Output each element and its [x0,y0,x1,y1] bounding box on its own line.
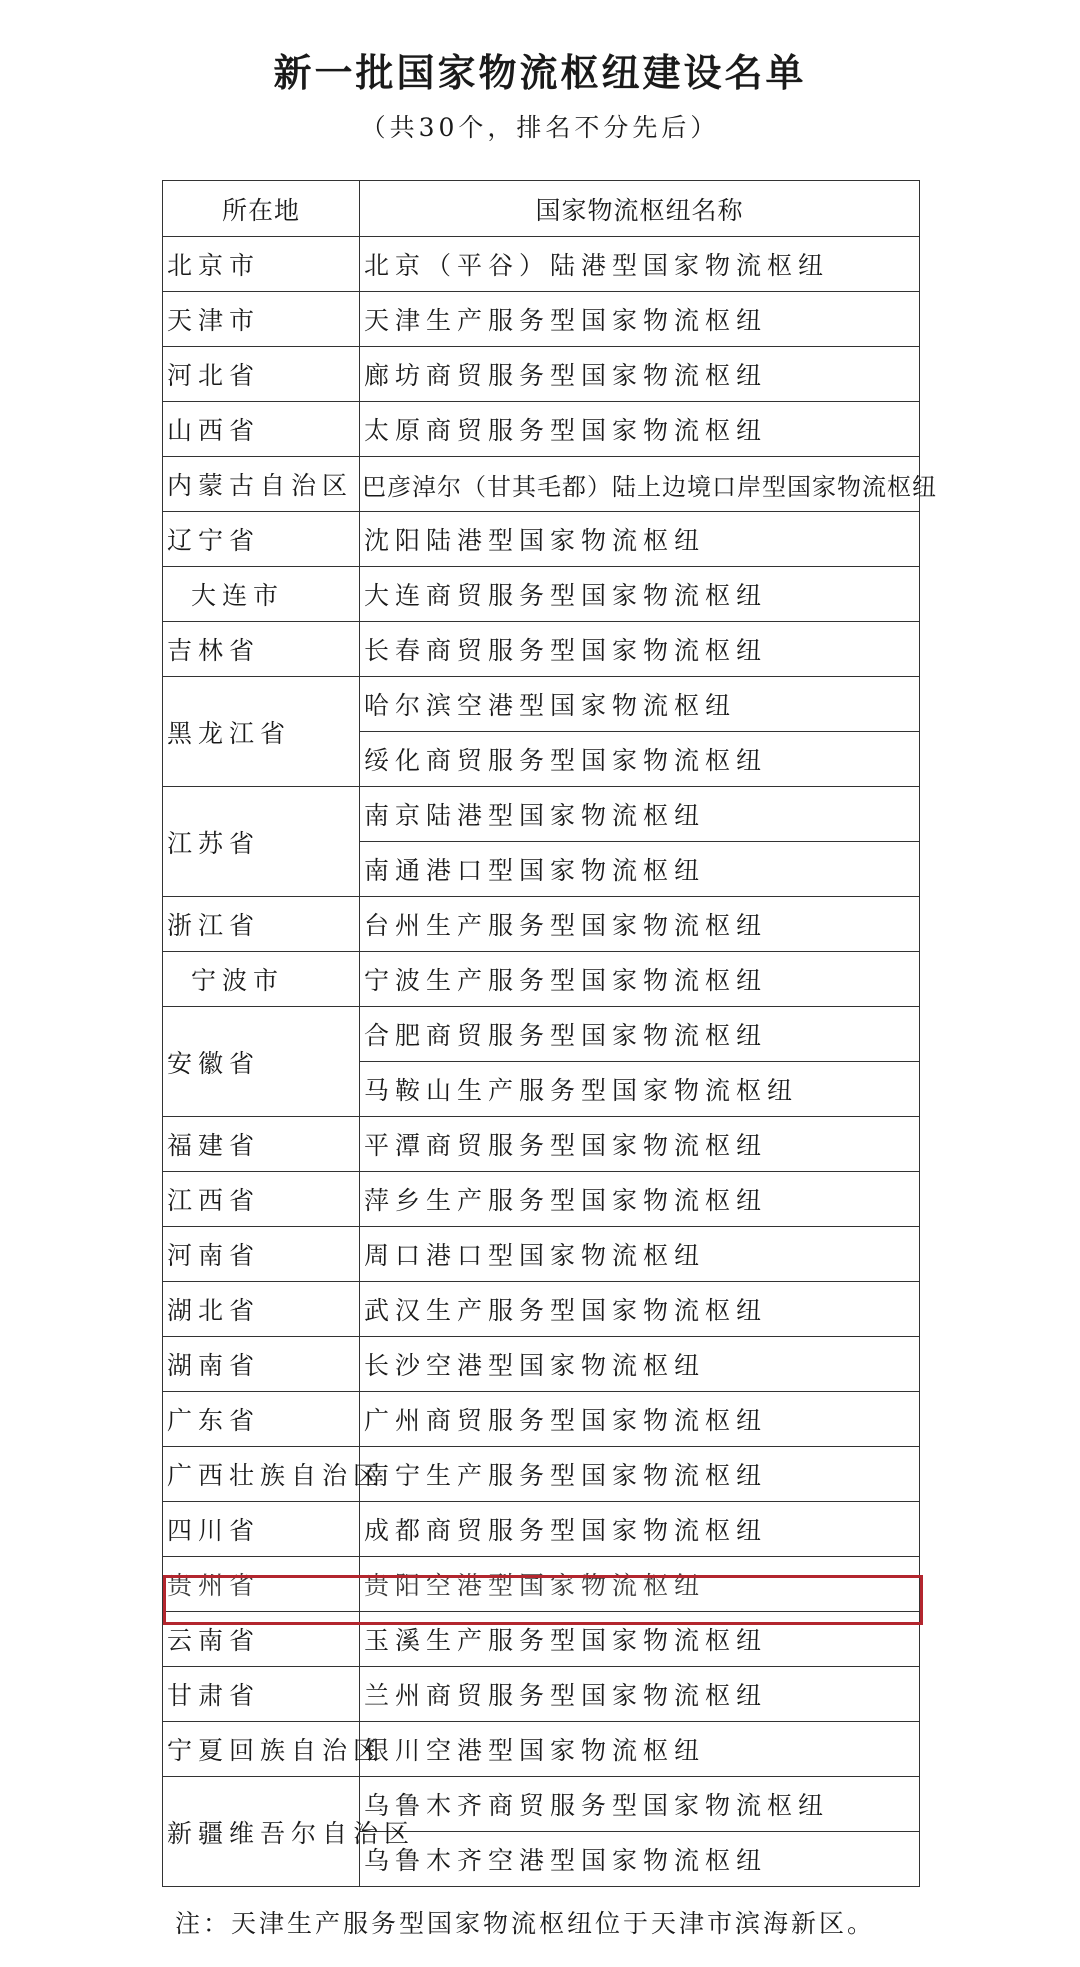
location-cell: 天津市 [163,292,360,347]
location-cell: 新疆维吾尔自治区 [163,1777,360,1887]
table-row [163,1117,920,1172]
hub-name-cell: 贵阳空港型国家物流枢纽 [360,1557,920,1612]
table-row [163,512,920,567]
hub-name-cell: 哈尔滨空港型国家物流枢纽 [360,677,920,732]
location-cell: 河南省 [163,1227,360,1282]
hub-name-cell: 成都商贸服务型国家物流枢纽 [360,1502,920,1557]
hub-name-cell: 合肥商贸服务型国家物流枢纽 [360,1007,920,1062]
hub-name-cell: 南京陆港型国家物流枢纽 [360,787,920,842]
location-cell: 广西壮族自治区 [163,1447,360,1502]
location-cell: 贵州省 [163,1557,360,1612]
location-cell: 北京市 [163,237,360,292]
hub-name-cell: 太原商贸服务型国家物流枢纽 [360,402,920,457]
page-title: 新一批国家物流枢纽建设名单 [273,50,807,95]
table-row [163,292,920,347]
location-cell: 辽宁省 [163,512,360,567]
location-cell: 湖北省 [163,1282,360,1337]
location-cell: 安徽省 [163,1007,360,1117]
table-row [163,952,920,1007]
hub-name-cell: 马鞍山生产服务型国家物流枢纽 [360,1062,920,1117]
location-cell: 大连市 [163,567,360,622]
location-cell: 黑龙江省 [163,677,360,787]
table-header-row [163,181,920,237]
location-cell: 宁夏回族自治区 [163,1722,360,1777]
table-row [163,1612,920,1667]
table-row [163,1557,920,1612]
location-cell: 河北省 [163,347,360,402]
location-cell: 四川省 [163,1502,360,1557]
hub-name-cell: 宁波生产服务型国家物流枢纽 [360,952,920,1007]
hub-list-table [162,180,937,1887]
hub-name-cell: 乌鲁木齐商贸服务型国家物流枢纽 [360,1777,920,1832]
location-cell: 福建省 [163,1117,360,1172]
hub-name-cell: 武汉生产服务型国家物流枢纽 [360,1282,920,1337]
location-cell: 甘肃省 [163,1667,360,1722]
table-row [163,1502,920,1557]
table-row [163,1337,920,1392]
table-row [163,897,920,952]
table-row [163,347,920,402]
location-cell: 浙江省 [163,897,360,952]
table-row [163,1392,920,1447]
hub-name-cell: 长沙空港型国家物流枢纽 [360,1337,920,1392]
table-row [163,1667,920,1722]
table-body [163,237,937,1887]
hub-name-cell: 南宁生产服务型国家物流枢纽 [360,1447,920,1502]
table-row [163,1722,920,1777]
hub-name-cell: 廊坊商贸服务型国家物流枢纽 [360,347,920,402]
table-row [163,1777,920,1832]
hub-name-cell: 天津生产服务型国家物流枢纽 [360,292,920,347]
location-cell: 广东省 [163,1392,360,1447]
table-row [163,567,920,622]
hub-name-cell: 兰州商贸服务型国家物流枢纽 [360,1667,920,1722]
location-cell: 宁波市 [163,952,360,1007]
hub-name-cell: 乌鲁木齐空港型国家物流枢纽 [360,1832,920,1887]
table-row [163,1172,920,1227]
table-row [163,677,920,732]
location-cell: 云南省 [163,1612,360,1667]
hub-name-cell: 大连商贸服务型国家物流枢纽 [360,567,920,622]
table-row [163,787,920,842]
hub-name-cell: 长春商贸服务型国家物流枢纽 [360,622,920,677]
hub-name-cell: 玉溪生产服务型国家物流枢纽 [360,1612,920,1667]
location-cell: 江苏省 [163,787,360,897]
header-hub-name: 国家物流枢纽名称 [360,181,920,237]
hub-name-cell: 广州商贸服务型国家物流枢纽 [360,1392,920,1447]
table-row [163,622,920,677]
hub-name-cell: 北京（平谷）陆港型国家物流枢纽 [360,237,920,292]
location-cell: 吉林省 [163,622,360,677]
footnote: 注：天津生产服务型国家物流枢纽位于天津市滨海新区。 [175,1909,876,1938]
hub-name-cell: 台州生产服务型国家物流枢纽 [360,897,920,952]
location-cell: 山西省 [163,402,360,457]
location-cell: 内蒙古自治区 [163,457,360,512]
page-subtitle: （共30个，排名不分先后） [360,113,720,142]
hub-name-cell: 绥化商贸服务型国家物流枢纽 [360,732,920,787]
hub-name-cell: 周口港口型国家物流枢纽 [360,1227,920,1282]
hub-name-cell: 沈阳陆港型国家物流枢纽 [360,512,920,567]
table-row [163,1007,920,1062]
hub-name-cell: 银川空港型国家物流枢纽 [360,1722,920,1777]
table-row [163,1227,920,1282]
table-row [163,402,920,457]
table-row [163,237,920,292]
table-row [163,1282,920,1337]
location-cell: 湖南省 [163,1337,360,1392]
location-cell: 江西省 [163,1172,360,1227]
hub-name-cell: 巴彦淖尔（甘其毛都）陆上边境口岸型国家物流枢纽 [360,457,920,512]
hub-name-cell: 萍乡生产服务型国家物流枢纽 [360,1172,920,1227]
table-row [163,457,920,512]
table-row [163,1447,920,1502]
header-location: 所在地 [163,181,360,237]
hub-name-cell: 平潭商贸服务型国家物流枢纽 [360,1117,920,1172]
hub-name-cell: 南通港口型国家物流枢纽 [360,842,920,897]
